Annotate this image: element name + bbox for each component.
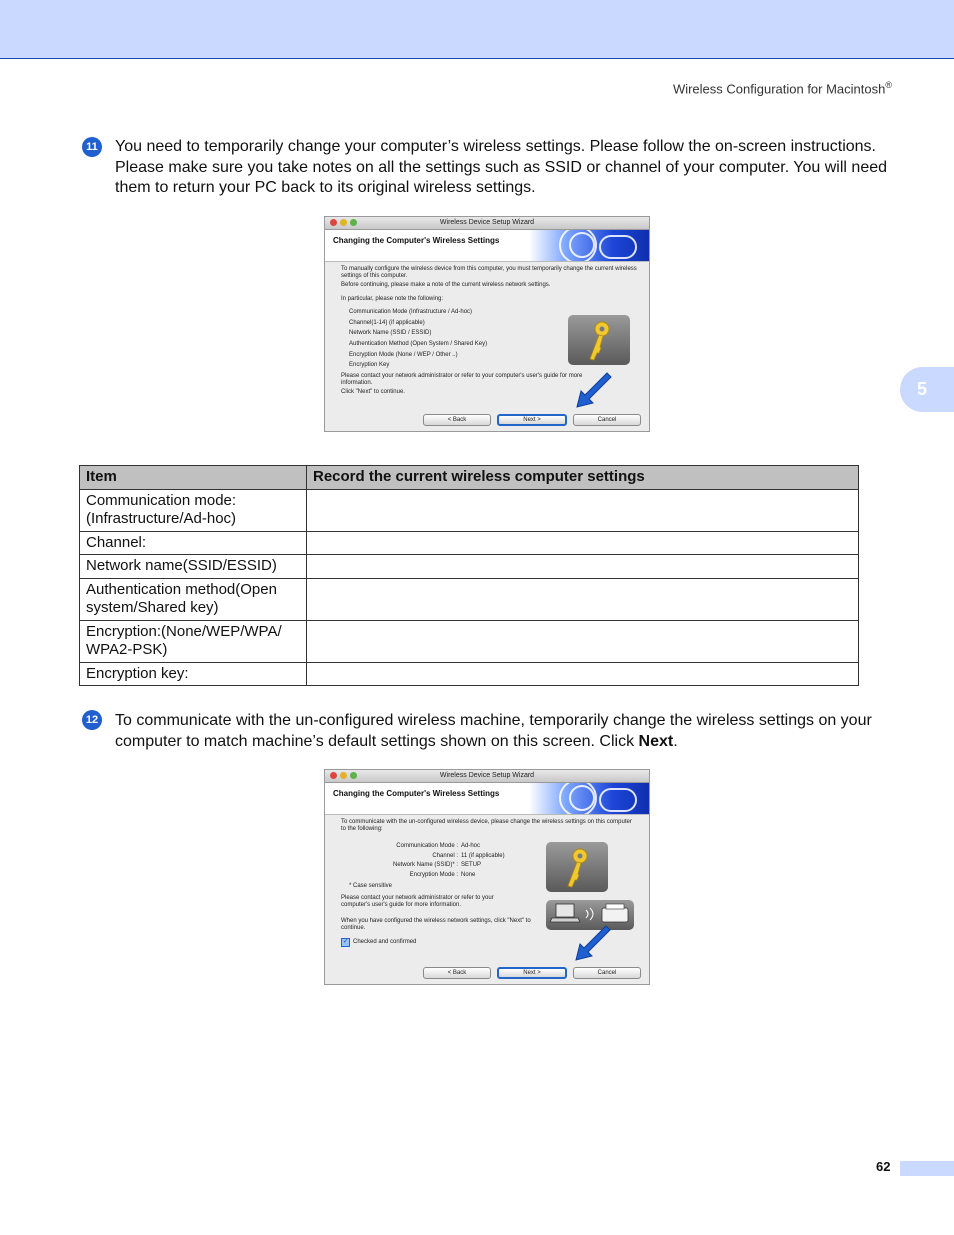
- setting-value: None: [461, 871, 476, 878]
- dialog-button-row: [423, 967, 641, 979]
- setting-label: Encryption Mode :: [409, 871, 458, 878]
- list-item: Authentication Method (Open System / Shared Key): [349, 340, 488, 347]
- back-button[interactable]: < Back: [423, 414, 491, 426]
- table-header-row: [80, 466, 859, 490]
- cancel-button[interactable]: Cancel: [573, 414, 641, 426]
- table-row: [80, 555, 859, 579]
- dialog-window-title: Wireless Device Setup Wizard: [439, 772, 535, 779]
- table-cell: Encryption:(None/WEP/WPA/ WPA2-PSK): [80, 620, 307, 662]
- case-sensitive-note: * Case sensitive: [349, 882, 393, 889]
- dialog-button-row: [423, 414, 641, 426]
- table-cell: Network name(SSID/ESSID): [80, 555, 307, 579]
- dialog-text: Please contact your network administrator or refer to your computer's user's guide for more information.: [341, 373, 583, 387]
- list-item: Encryption Key: [349, 362, 390, 369]
- cancel-button[interactable]: Cancel: [573, 967, 641, 979]
- step-11-text: You need to temporarily change your computer’s wireless settings. Please follow the on-screen instructions. Please make sure you take notes on all the settings such as SSID or channel of your computer. You will need them to return your PC back to its original wireless settings.: [115, 138, 888, 196]
- list-item: Channel(1-14) (if applicable): [349, 319, 425, 326]
- key-icon: [546, 842, 608, 892]
- dialog-titlebar: [325, 770, 649, 783]
- table-cell: [307, 578, 859, 620]
- step-12-text: To communicate with the un-configured wireless machine, temporarily change the wireless settings on your computer to match machine’s default settings shown on this screen. Click Next.: [115, 712, 872, 750]
- checkbox-label: Checked and confirmed: [353, 939, 417, 946]
- dialog-screenshot-2: [324, 769, 650, 985]
- setting-value: Ad-hoc: [461, 843, 481, 850]
- table-cell: [307, 555, 859, 579]
- dialog-text: When you have configured the wireless network settings, click "Next" to continue.: [341, 917, 531, 931]
- dialog-window-title: Wireless Device Setup Wizard: [439, 219, 535, 226]
- table-row: [80, 620, 859, 662]
- table-header-item: Item: [80, 466, 307, 490]
- table-cell: [307, 620, 859, 662]
- arrow-pointer-icon: [568, 920, 612, 964]
- dialog-text: To communicate with the un-configured wireless device, please change the wireless settings on this computer to the following:: [341, 819, 632, 833]
- table-cell: Encryption key:: [80, 662, 307, 686]
- table-cell: Communication mode:(Infrastructure/Ad-hoc): [80, 489, 307, 531]
- dialog-heading: Changing the Computer's Wireless Settings: [333, 236, 500, 245]
- table-row: [80, 662, 859, 686]
- next-button[interactable]: Next >: [497, 967, 567, 979]
- next-button[interactable]: Next >: [497, 414, 567, 426]
- dialog-titlebar: [325, 217, 649, 230]
- wireless-banner-icon: [529, 230, 649, 261]
- chapter-tab: 5: [900, 367, 954, 412]
- key-icon: [568, 315, 630, 365]
- setting-label: Network Name (SSID)* :: [392, 862, 458, 869]
- list-item: Encryption Mode (None / WEP / Other ..): [349, 351, 458, 358]
- table-cell: [307, 662, 859, 686]
- step-number-badge: 12: [82, 710, 102, 730]
- settings-record-table: [79, 465, 859, 686]
- table-row: [80, 489, 859, 531]
- table-cell: Authentication method(Open system/Shared key): [80, 578, 307, 620]
- dialog-text: Click "Next" to continue.: [341, 389, 405, 396]
- back-button[interactable]: < Back: [423, 967, 491, 979]
- dialog-header: [325, 230, 649, 262]
- dialog-text: In particular, please note the following:: [341, 295, 444, 302]
- page-number: 62: [876, 1159, 891, 1174]
- page-header-title: Wireless Configuration for Macintosh®: [672, 80, 892, 97]
- table-header-record: Record the current wireless computer settings: [307, 466, 859, 490]
- checkbox-checked-icon[interactable]: ✓: [342, 938, 349, 945]
- arrow-pointer-icon: [569, 367, 613, 411]
- table-cell: [307, 531, 859, 555]
- list-item: Network Name (SSID / ESSID): [349, 330, 432, 337]
- setting-value: 11 (if applicable): [461, 852, 505, 859]
- dialog-text: To manually configure the wireless device from this computer, you must temporarily change the current wireless settings of this computer.: [341, 266, 637, 280]
- page-number-bar: [900, 1161, 954, 1176]
- table-row: [80, 578, 859, 620]
- setting-label: Communication Mode :: [396, 843, 458, 850]
- dialog-text: Please contact your network administrator or refer to your computer's user's guide for more information.: [341, 895, 494, 909]
- table-cell: Channel:: [80, 531, 307, 555]
- setting-label: Channel :: [432, 852, 458, 859]
- dialog-header: [325, 783, 649, 815]
- wireless-banner-icon: [529, 783, 649, 814]
- dialog-screenshot-1: [324, 216, 650, 432]
- table-cell: [307, 489, 859, 531]
- step-number-badge: 11: [82, 137, 102, 157]
- dialog-heading: Changing the Computer's Wireless Settings: [333, 789, 500, 798]
- list-item: Communication Mode (Infrastructure / Ad-hoc): [349, 308, 473, 315]
- setting-value: SETUP: [461, 862, 482, 869]
- dialog-text: Before continuing, please make a note of the current wireless network settings.: [341, 282, 551, 289]
- top-band: [0, 0, 954, 59]
- table-row: [80, 531, 859, 555]
